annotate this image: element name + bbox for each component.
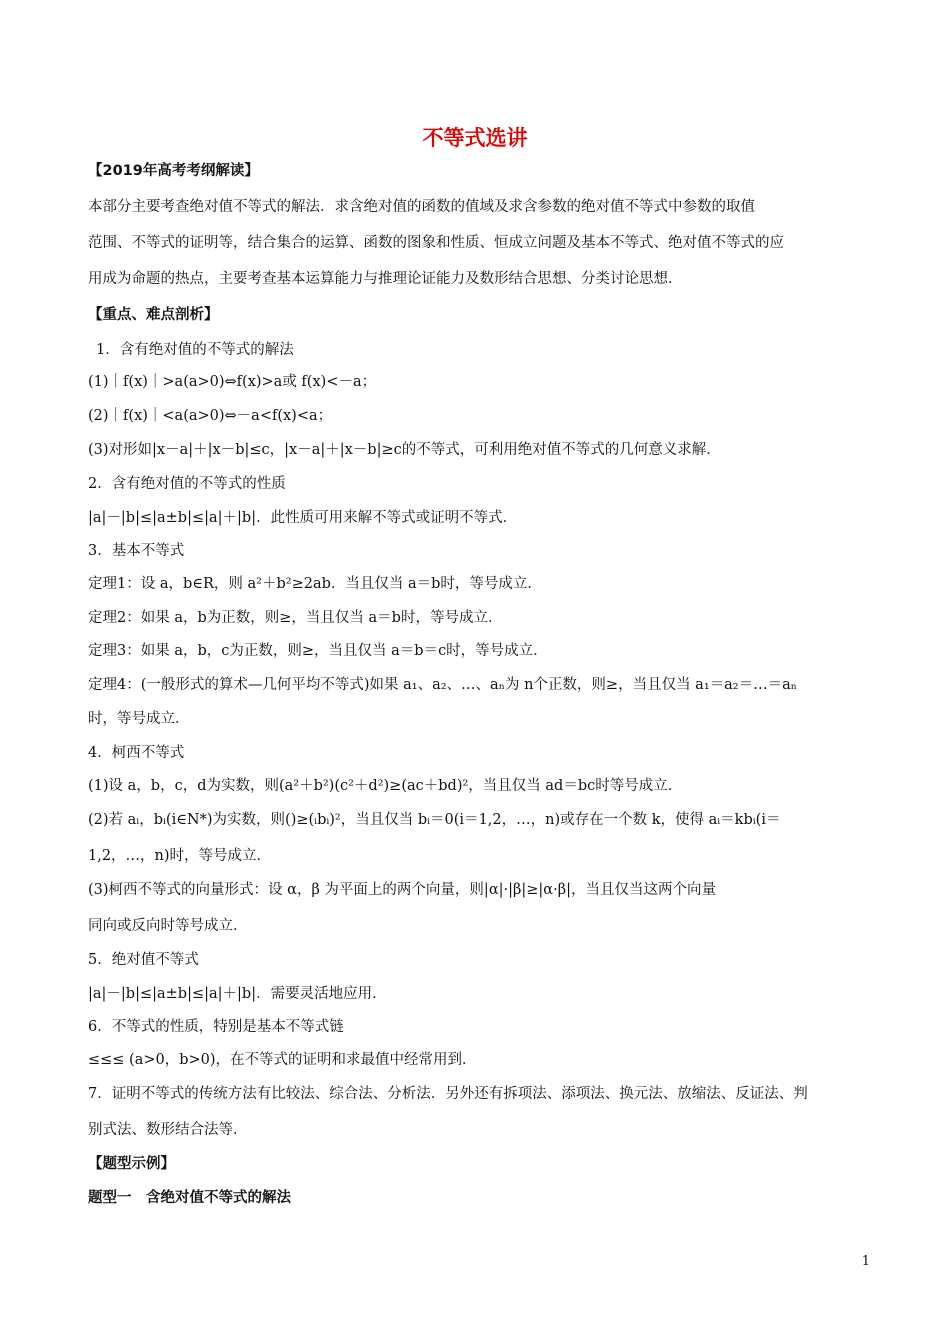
text-line: (3)柯西不等式的向量形式：设 α，β 为平面上的两个向量，则|α|·|β|≥|α·β|，当且仅当这两个向量 xyxy=(88,882,716,898)
text-line: 别式法、数形结合法等． xyxy=(88,1122,248,1138)
text-line: 定理2：如果 a，b为正数，则≥，当且仅当 a＝b时，等号成立． xyxy=(88,610,503,626)
section-heading: 【2019年高考考纲解读】 xyxy=(88,163,259,179)
text-line: 3．基本不等式 xyxy=(88,543,185,559)
section-heading: 【重点、难点剖析】 xyxy=(88,307,219,323)
text-line: 4．柯西不等式 xyxy=(88,745,185,761)
text-line: 同向或反向时等号成立． xyxy=(88,918,248,934)
text-line: 1,2，…，n)时，等号成立． xyxy=(88,848,272,864)
text-line: 7．证明不等式的传统方法有比较法、综合法、分析法．另外还有拆项法、添项法、换元法、放缩法、反证法、判 xyxy=(88,1086,808,1102)
text-line: (1)｜f(x)｜>a(a>0)⇔f(x)>a或 f(x)<－a； xyxy=(88,374,377,390)
text-line: (1)设 a，b，c，d为实数，则(a²＋b²)(c²＋d²)≥(ac＋bd)²，当且仅当 ad＝bc时等号成立． xyxy=(88,778,683,794)
text-line: 定理1：设 a，b∈R，则 a²＋b²≥2ab．当且仅当 a＝b时，等号成立． xyxy=(88,576,542,592)
text-line: (2)｜f(x)｜<a(a>0)⇔－a<f(x)<a； xyxy=(88,408,333,424)
text-line: 定理4：(一般形式的算术—几何平均不等式)如果 a₁、a₂、…、aₙ为 n个正数，则≥，当且仅当 a₁＝a₂＝…＝aₙ xyxy=(88,677,798,693)
text-line: (2)若 aᵢ，bᵢ(i∈N*)为实数，则()≥(ᵢbᵢ)²，当且仅当 bᵢ＝0(i＝1,2，…，n)或存在一个数 k，使得 aᵢ＝kbᵢ(i＝ xyxy=(88,812,781,828)
text-line: 6．不等式的性质，特别是基本不等式链 xyxy=(88,1019,344,1035)
text-line: 1．含有绝对值的不等式的解法 xyxy=(96,342,294,358)
text-line: |a|－|b|≤|a±b|≤|a|＋|b|．此性质可用来解不等式或证明不等式． xyxy=(88,510,518,526)
page-number: 1 xyxy=(861,1254,870,1269)
section-heading: 【题型示例】 xyxy=(88,1156,175,1172)
text-line: 范围、不等式的证明等，结合集合的运算、函数的图象和性质、恒成立问题及基本不等式、绝对值不等式的应 xyxy=(88,235,784,251)
text-line: 本部分主要考查绝对值不等式的解法．求含绝对值的函数的值域及求含参数的绝对值不等式中参数的取值 xyxy=(88,199,755,215)
text-line: 5．绝对值不等式 xyxy=(88,952,199,968)
text-line: ≤≤≤ (a>0，b>0)，在不等式的证明和求最值中经常用到． xyxy=(88,1052,477,1068)
section-heading: 题型一 含绝对值不等式的解法 xyxy=(88,1190,291,1206)
text-line: |a|－|b|≤|a±b|≤|a|＋|b|．需要灵活地应用． xyxy=(88,986,387,1002)
text-line: 2．含有绝对值的不等式的性质 xyxy=(88,476,286,492)
text-line: 时，等号成立． xyxy=(88,711,190,727)
text-line: 用成为命题的热点，主要考查基本运算能力与推理论证能力及数形结合思想、分类讨论思想． xyxy=(88,271,683,287)
text-line: (3)对形如|x－a|＋|x－b|≤c，|x－a|＋|x－b|≥c的不等式，可利用绝对值不等式的几何意义求解． xyxy=(88,442,721,458)
text-line: 定理3：如果 a，b，c为正数，则≥，当且仅当 a＝b＝c时，等号成立． xyxy=(88,643,548,659)
page-title: 不等式选讲 xyxy=(422,126,528,150)
